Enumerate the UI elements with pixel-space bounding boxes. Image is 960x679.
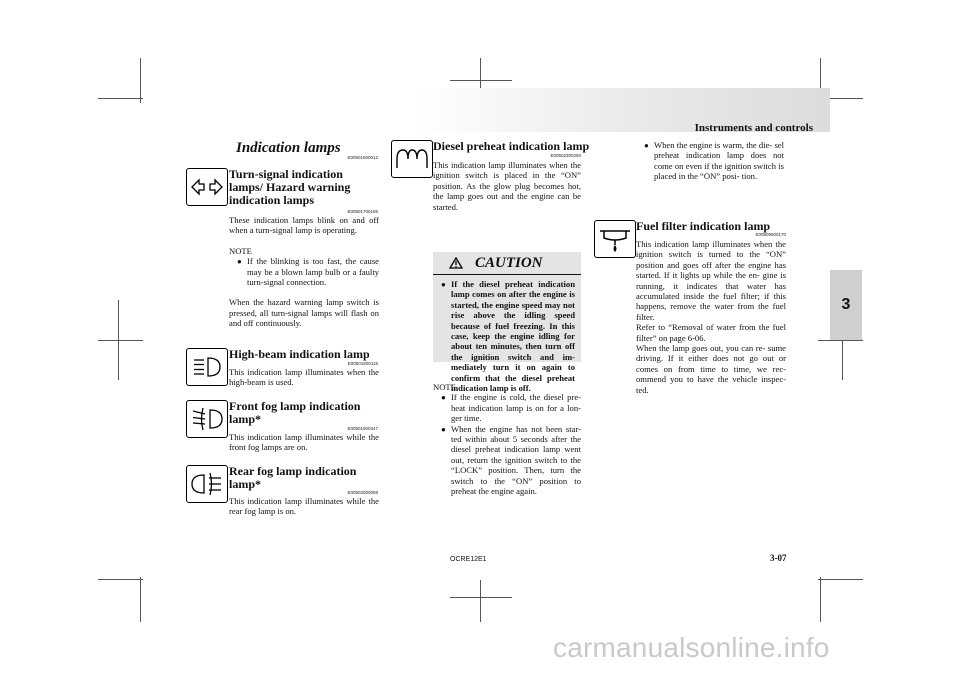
fuel-filter-heading: Fuel filter indication lamp (636, 219, 771, 233)
crop-mark (98, 340, 143, 341)
high-beam-icon (186, 348, 228, 386)
bullet-icon: ● (441, 393, 446, 403)
crop-mark (818, 340, 863, 341)
high-beam-body: This indication lamp illuminates when the high-beam is used. (229, 367, 379, 388)
turn-signal-icon (186, 168, 228, 206)
crop-mark (450, 80, 512, 81)
fuel-filter-body: This indication lamp illuminates when the ignition switch is turned to the “ON” position and goes off after the engine has started. If it lights up while the en- gine is running, it indicates that water has accumulated inside the fuel filter; if this happens, remove the water from the fuel filter. (636, 239, 786, 322)
crop-mark (98, 579, 143, 580)
bullet-icon: ● (441, 280, 446, 289)
bullet-icon: ● (644, 141, 649, 150)
diesel-heading: Diesel preheat indication lamp (433, 139, 590, 153)
caution-label: CAUTION (475, 254, 543, 271)
rear-fog-code: E00502000068 (347, 490, 378, 495)
caution-item (433, 279, 581, 393)
note-item (433, 424, 581, 497)
turn-signal-heading: Turn-signal indication lamps/ Hazard warning indication lamps (229, 167, 351, 207)
high-beam-code: E00501800115 (347, 361, 378, 366)
page-number: 3-07 (770, 553, 787, 563)
watermark: carmanualsonline.info (553, 632, 830, 663)
fuel-filter-section (636, 239, 786, 395)
note-label: NOTE (433, 382, 456, 392)
note-label: NOTE (229, 245, 252, 256)
note-text: If the blinking is too fast, the cause may be a blown lamp bulb or a faulty turn-signal connection. (247, 256, 379, 288)
chapter-tab: 3 (830, 270, 862, 340)
rear-fog-body: This indication lamp illuminates while the rear fog lamp is on. (229, 496, 379, 517)
fuel-filter-icon (594, 220, 636, 258)
warm-engine-note (636, 140, 784, 182)
bullet-icon: ● (237, 257, 242, 267)
bullet-icon: ● (441, 424, 446, 434)
high-beam-heading: High-beam indication lamp (229, 347, 370, 361)
page-title: Indication lamps (236, 140, 341, 156)
rear-fog-heading: Rear fog lamp indication lamp* (229, 464, 357, 491)
crop-mark (480, 580, 481, 622)
note-text: If the engine is cold, the diesel pre- heat indication lamp is on for a lon- ger time. (451, 392, 581, 424)
front-fog-body: This indication lamp illuminates while the front fog lamps are on. (229, 432, 379, 453)
glow-plug-icon (391, 140, 433, 178)
note-item (229, 256, 379, 287)
diesel-notes (433, 382, 581, 496)
hazard-body: When the hazard warning lamp switch is pressed, all turn-signal lamps will flash on and off continuously. (229, 297, 379, 329)
rear-fog-icon (186, 465, 228, 503)
crop-mark (140, 58, 141, 103)
doc-code: OCRE12E1 (450, 556, 487, 563)
crop-mark (450, 597, 512, 598)
fuel-filter-ref: Refer to “Removal of water from the fuel filter” on page 6-06. (636, 322, 786, 343)
front-fog-heading: Front fog lamp indication lamp* (229, 399, 361, 426)
fuel-filter-code: E00509900170 (755, 232, 786, 237)
title-code: E00501600012 (347, 155, 378, 160)
note-text: When the engine is warm, the die- sel preheat indication lamp does not come on even if the ignition switch is placed in the “ON” posi- tion. (654, 140, 784, 182)
note-item (433, 392, 581, 423)
front-fog-code: E00501900347 (347, 426, 378, 431)
section-header-title: Instruments and controls (694, 122, 813, 134)
warning-triangle-icon (449, 257, 463, 269)
diesel-body: This indication lamp illuminates when the ignition switch is placed in the “ON” position. As the glow plug becomes hot, the lamp goes out and the engine can be started. (433, 160, 581, 212)
turn-signal-section (229, 215, 379, 329)
crop-mark (140, 577, 141, 622)
turn-signal-code: E00501700185 (347, 209, 378, 214)
diesel-code: E00502300250 (550, 153, 581, 158)
note-text: When the engine has not been star- ted within about 5 seconds after the diesel preheat indication lamp went out, return the ignition switch to the “LOCK” position. Then, turn the switch to the “ON” position to preheat the engine again. (451, 423, 581, 497)
crop-mark (820, 577, 821, 622)
crop-mark (98, 98, 143, 99)
caution-header (433, 252, 581, 275)
front-fog-icon (186, 400, 228, 438)
turn-signal-body: These indication lamps blink on and off when a turn-signal lamp is operating. (229, 215, 379, 236)
fuel-filter-body-3: When the lamp goes out, you can re- sume driving. If it either does not go out or comes on from time to time, we rec- ommend you to have the vehicle inspec- ted. (636, 343, 786, 395)
crop-mark (818, 579, 863, 580)
caution-text: If the diesel preheat indication lamp comes on after the engine is started, the engine speed may not rise above the idling speed because of fuel freezing. In this case, keep the engine idling for about ten minutes, then turn off the ignition switch and im- mediately turn it on again to confirm that the diesel preheat indication lamp is off. (451, 279, 575, 394)
